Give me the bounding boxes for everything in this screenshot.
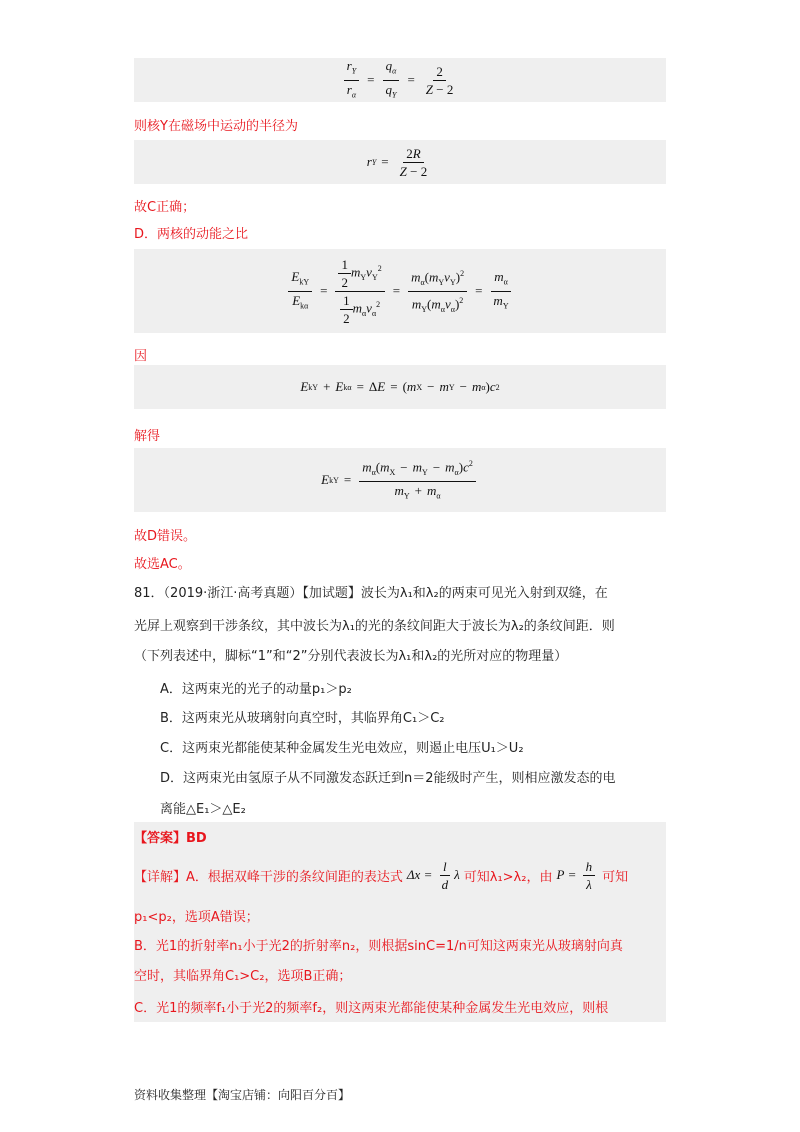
text-line: 则核Y在磁场中运动的半径为 [134, 119, 298, 134]
equation-radius-ratio: $\frac{r_Y}{r_\alpha}$ = $\frac{q_\alpha}{q_Y}$ = $\frac{2}{Z - 2}$ [134, 58, 666, 102]
explanation-line: C．光1的频率f₁小于光2的频率f₂，则这两束光都能使某种金属发生光电效应，则根 [134, 1001, 609, 1016]
fringe-formula: Δ x = $\frac{l}{d}$ λ [406, 858, 460, 892]
option-d: D．这两束光由氢原子从不同激发态跃迁到n＝2能级时产生，则相应激发态的电 [160, 771, 616, 786]
text-line: 故D错误。 [134, 529, 197, 544]
explanation-text: 【详解】A．根据双峰干涉的条纹间距的表达式 [134, 869, 403, 885]
explanation-line [134, 858, 628, 892]
equation-kinetic-ratio: $\frac{E_{kY}}{E_{k\alpha}}$ = $\frac{1}{2}$ $m_Yv_Y^2$ $\frac{1}{2}$ $m_\alpha v_\alpha^2$ = $\frac{m_\alpha(m_Yv_Y)^2}{m_Y(m_\alpha v_\alpha)^2}$ = $\frac{m_\alpha}{m_Y}$ [134, 249, 666, 333]
explanation-line: p₁<p₂，选项A错误； [134, 910, 259, 925]
equation-energy-sum: E kY + E kα = Δ E = ( m X − m Y − m α ) c 2 [134, 365, 666, 409]
equation-ek-y: E kY = $\frac{m_\alpha(m_X - m_Y - m_\alpha)c^2}{m_Y + m_\alpha}$ [134, 448, 666, 512]
equation-radius-y: r Y = $\frac{2R}{Z - 2}$ [134, 140, 666, 184]
explanation-line: B．光1的折射率n₁小于光2的折射率n₂，则根据sinC=1/n可知这两束光从玻璃射向真 [134, 939, 623, 954]
text-line: 故C正确； [134, 200, 196, 215]
explanation-text: 可知 [602, 869, 629, 885]
question-stem-line: 81．（2019·浙江·高考真题）【加试题】波长为λ₁和λ₂的两束可见光入射到双缝，在 [134, 586, 608, 601]
question-stem-line: 光屏上观察到干涉条纹，其中波长为λ₁的光的条纹间距大于波长为λ₂的条纹间距．则 [134, 619, 615, 634]
question-stem-line: （下列表述中，脚标“1”和“2”分别代表波长为λ₁和λ₂的光所对应的物理量） [134, 649, 568, 664]
option-b: B．这两束光从玻璃射向真空时，其临界角C₁＞C₂ [160, 711, 445, 726]
explanation-text: 可知λ₁>λ₂，由 [463, 869, 553, 885]
option-d-cont: 离能△E₁＞△E₂ [160, 802, 246, 817]
explanation-line: 空时，其临界角C₁>C₂，选项B正确； [134, 969, 352, 984]
text-line: D．两核的动能之比 [134, 227, 249, 242]
answer-label: 【答案】BD [134, 831, 207, 846]
text-line: 故选AC。 [134, 557, 191, 572]
text-line: 因 [134, 349, 148, 364]
momentum-formula: P = $\frac{h}{\lambda}$ [556, 859, 598, 892]
option-c: C．这两束光都能使某种金属发生光电效应，则遏止电压U₁＞U₂ [160, 741, 524, 756]
text-line: 解得 [134, 429, 161, 444]
footer-text: 资料收集整理【淘宝店铺：向阳百分百】 [134, 1088, 351, 1102]
option-a: A．这两束光的光子的动量p₁＞p₂ [160, 682, 352, 697]
